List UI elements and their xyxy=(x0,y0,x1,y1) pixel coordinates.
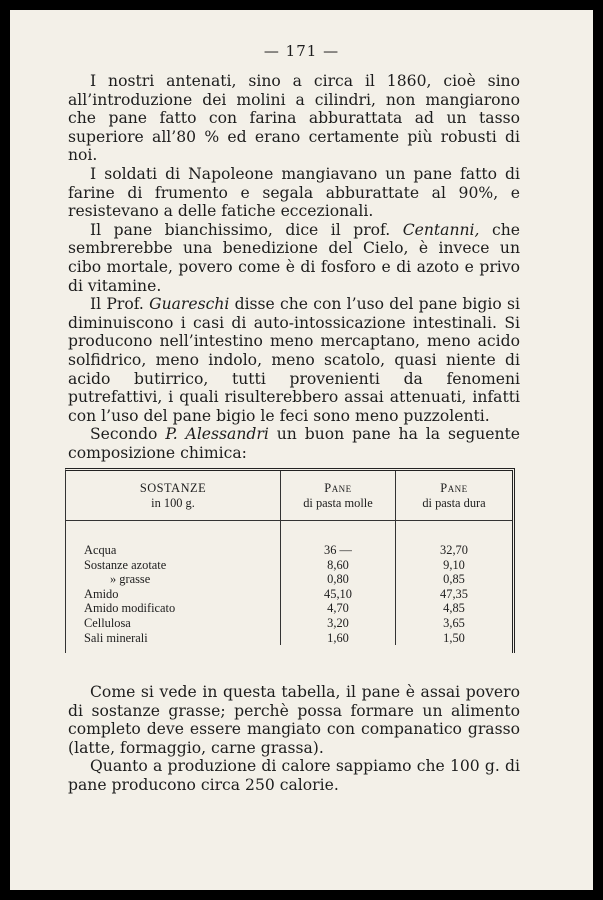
value-pasta-dura: 47,35 xyxy=(396,587,513,602)
page-number: — 171 — xyxy=(263,42,340,60)
substance-name: Acqua xyxy=(84,543,117,557)
value-pasta-dura: 32,70 xyxy=(396,543,513,558)
substance-name: Amido xyxy=(84,586,119,601)
table-row xyxy=(66,587,512,602)
value-pasta-molle: 36 — xyxy=(281,543,396,558)
body-text-top xyxy=(68,72,520,462)
value-pasta-molle: 1,60 xyxy=(281,631,396,646)
header-sostanze: SOSTANZE in 100 g. xyxy=(66,471,281,521)
table-row xyxy=(66,572,512,587)
substance-name: Sali minerali xyxy=(84,630,148,645)
paragraph: I nostri antenati, sino a circa il 1860, cioè sino all’introduzione dei molini a cilindri, non mangiarono che pane fatto con farina abburattata ad un tasso superiore all’80 % ed erano certamente più robusti di noi. xyxy=(68,72,520,165)
value-pasta-dura: 3,65 xyxy=(396,616,513,631)
value-pasta-molle: 4,70 xyxy=(281,601,396,616)
value-pasta-molle: 3,20 xyxy=(281,616,396,631)
book-page xyxy=(10,10,593,890)
value-pasta-dura: 1,50 xyxy=(396,631,513,646)
table-header-row xyxy=(66,471,512,521)
value-pasta-dura: 9,10 xyxy=(396,558,513,573)
substance-name: » grasse xyxy=(110,572,151,587)
paragraph: Come si vede in questa tabella, il pane è assai povero di sostanze grasse; perchè possa formare un alimento completo deve essere mangiato con companatico grasso (latte, formaggio, carne grassa). xyxy=(68,683,520,757)
table-row xyxy=(66,543,512,558)
substance-name: Amido modificato xyxy=(84,601,176,616)
header-pasta-dura: Pane di pasta dura xyxy=(396,471,513,521)
composition-table xyxy=(65,468,515,653)
paragraph: Quanto a produzione di calore sappiamo che 100 g. di pane producono circa 250 calorie. xyxy=(68,757,520,794)
paragraph: Il Prof. Guareschi disse che con l’uso del pane bigio si diminuiscono i casi di auto-intossicazione intestinali. Si producono nell’intestino meno mercaptano, meno acido solfidrico, meno indolo, meno scatolo, quasi niente di acido butirrico, tutti provenienti da fenomeni putrefattivi, i quali risulterebbero assai attenuati, infatti con l’uso del pane bigio le feci sono meno puzzolenti. xyxy=(68,295,520,425)
substance-name: Sostanze azotate xyxy=(84,557,167,572)
body-text-bottom xyxy=(68,683,520,795)
table-row xyxy=(66,631,512,646)
value-pasta-molle: 8,60 xyxy=(281,558,396,573)
table-row xyxy=(66,616,512,631)
paragraph: Secondo P. Alessandri un buon pane ha la seguente composizione chimica: xyxy=(68,425,520,462)
substance-name: Cellulosa xyxy=(84,615,131,630)
table-row xyxy=(66,558,512,573)
table-row xyxy=(66,601,512,616)
value-pasta-molle: 0,80 xyxy=(281,572,396,587)
value-pasta-dura: 4,85 xyxy=(396,601,513,616)
header-pasta-molle: Pane di pasta molle xyxy=(281,471,396,521)
paragraph: Il pane bianchissimo, dice il prof. Centanni, che sembrerebbe una benedizione del Cielo, è invece un cibo mortale, povero come è di fosforo e di azoto e privo di vitamine. xyxy=(68,220,520,295)
value-pasta-dura: 0,85 xyxy=(396,572,513,587)
value-pasta-molle: 45,10 xyxy=(281,587,396,602)
paragraph: I soldati di Napoleone mangiavano un pane fatto di farine di frumento e segala abburattate al 90%, e resistevano a delle fatiche eccezionali. xyxy=(68,164,520,221)
